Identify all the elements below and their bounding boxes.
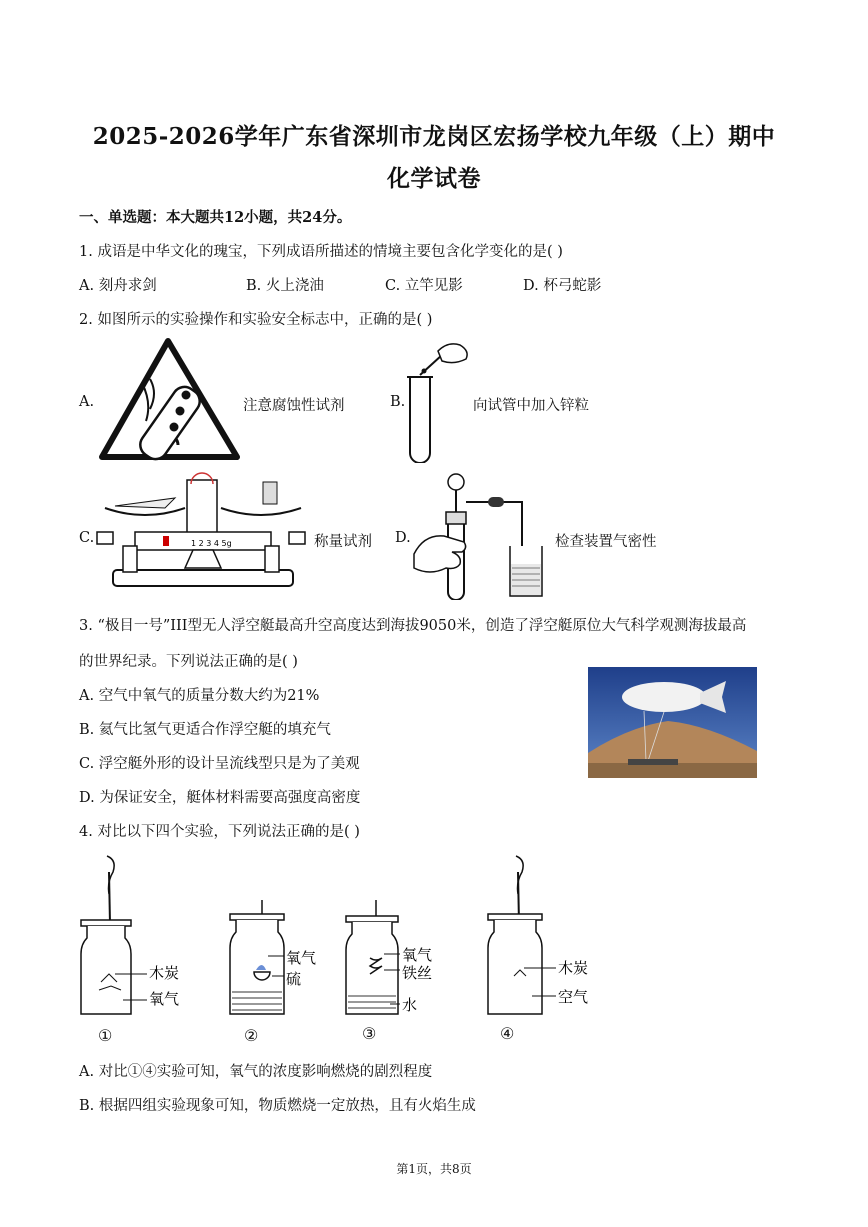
- question-1-option-c[interactable]: C. 立竿见影: [385, 278, 463, 294]
- experiment-2-figure: [228, 900, 328, 1020]
- page-subtitle: 化学试卷: [387, 165, 481, 192]
- question-3-option-c[interactable]: C. 浮空艇外形的设计呈流线型只是为了美观: [79, 756, 360, 772]
- question-2-option-b-text: 向试管中加入锌粒: [473, 398, 589, 414]
- section-heading: 一、单选题：本大题共12小题，共24分。: [79, 209, 352, 226]
- experiment-1-label-oxygen: 氧气: [149, 990, 180, 1008]
- experiment-4-figure: [486, 852, 596, 1020]
- experiment-3-label-water: 水: [402, 996, 418, 1014]
- airtightness-check-figure: [412, 468, 546, 600]
- question-1-stem: 1. 成语是中华文化的瑰宝，下列成语所描述的情境主要包含化学变化的是( ): [79, 244, 563, 260]
- question-3-stem-line1: 3. “极目一号”III型无人浮空艇最高升空高度达到海拔9050米，创造了浮空艇原位大气科学观测海拔最高: [79, 618, 747, 634]
- question-2-option-c-letter[interactable]: C.: [79, 530, 95, 546]
- question-4-option-b[interactable]: B. 根据四组实验现象可知，物质燃烧一定放热，且有火焰生成: [79, 1098, 476, 1114]
- question-1-option-b[interactable]: B. 火上浇油: [246, 278, 324, 294]
- experiment-4-label-air: 空气: [558, 988, 589, 1006]
- question-2-option-b-letter[interactable]: B.: [390, 394, 406, 410]
- experiment-3-number: ③: [362, 1024, 377, 1043]
- balance-scale-numbers: 1 2 3 4 5g: [191, 539, 232, 548]
- page-footer: 第1页，共8页: [396, 1162, 472, 1176]
- experiment-2-number: ②: [244, 1026, 259, 1045]
- question-2-option-a-text: 注意腐蚀性试剂: [243, 398, 345, 414]
- experiment-2-label-oxygen: 氧气: [286, 949, 317, 967]
- experiment-3-label-iron-wire: 铁丝: [402, 964, 433, 982]
- question-2-option-c-text: 称量试剂: [314, 534, 372, 550]
- question-1-option-d[interactable]: D. 杯弓蛇影: [523, 278, 602, 294]
- question-3-option-b[interactable]: B. 氦气比氢气更适合作浮空艇的填充气: [79, 722, 331, 738]
- question-3-stem-line2: 的世界纪录。下列说法正确的是( ): [79, 654, 298, 670]
- experiment-1-label-charcoal: 木炭: [149, 964, 180, 982]
- test-tube-zinc-figure: [402, 335, 474, 463]
- airship-photo: [588, 667, 757, 778]
- experiment-1-figure: [79, 852, 189, 1020]
- experiment-4-number: ④: [500, 1024, 515, 1043]
- question-2-option-a-letter[interactable]: A.: [79, 394, 95, 410]
- question-4-option-a[interactable]: A. 对比①④实验可知，氧气的浓度影响燃烧的剧烈程度: [79, 1064, 433, 1080]
- experiment-3-label-oxygen: 氧气: [402, 946, 433, 964]
- corrosive-warning-sign: [96, 335, 241, 463]
- page-title: 2025-2026学年广东省深圳市龙岗区宏扬学校九年级（上）期中: [92, 123, 776, 150]
- balance-scale-figure: [95, 470, 310, 592]
- question-2-option-d-text: 检查装置气密性: [555, 534, 657, 550]
- question-2-option-d-letter[interactable]: D.: [395, 530, 411, 546]
- experiment-2-label-sulfur: 硫: [286, 970, 302, 988]
- question-1-option-a[interactable]: A. 刻舟求剑: [79, 278, 157, 294]
- experiment-3-figure: [344, 900, 444, 1020]
- experiment-1-number: ①: [98, 1026, 113, 1045]
- experiment-4-label-charcoal: 木炭: [558, 959, 589, 977]
- question-2-stem: 2. 如图所示的实验操作和实验安全标志中，正确的是( ): [79, 312, 433, 328]
- question-4-stem: 4. 对比以下四个实验，下列说法正确的是( ): [79, 824, 360, 840]
- question-3-option-a[interactable]: A. 空气中氧气的质量分数大约为21%: [79, 688, 320, 704]
- question-3-option-d[interactable]: D. 为保证安全，艇体材料需要高强度高密度: [79, 790, 361, 806]
